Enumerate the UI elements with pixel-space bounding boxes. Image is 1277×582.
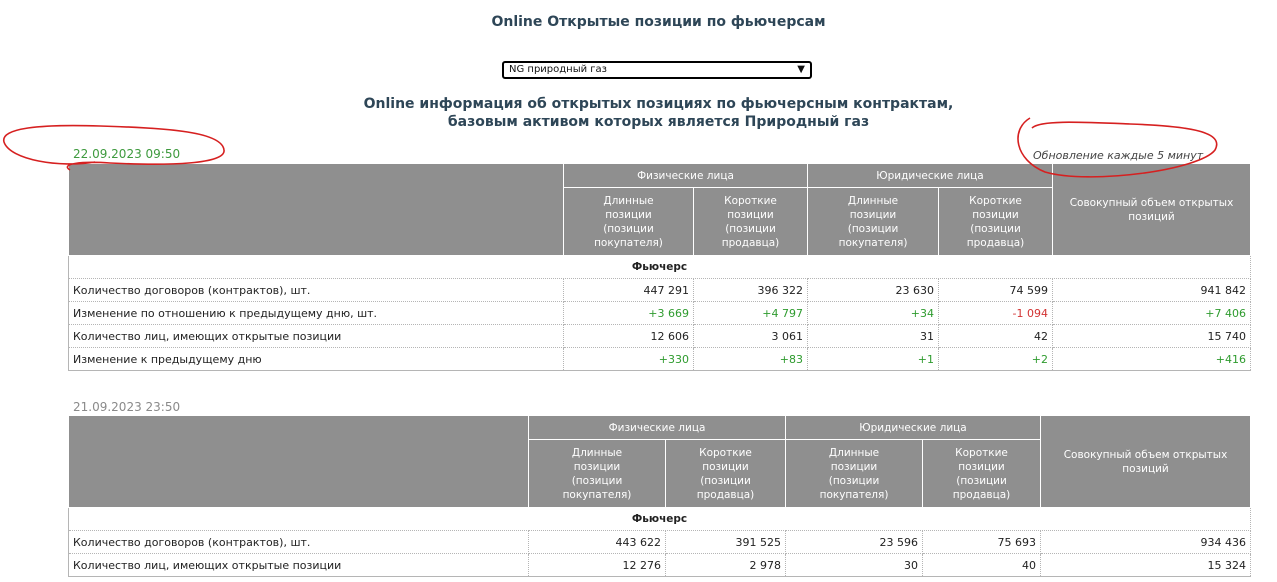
table-cell: +83	[694, 348, 808, 371]
table-cell: 30	[786, 554, 923, 577]
header-total: Совокупный объем открытых позиций	[1053, 164, 1251, 256]
row-label: Изменение по отношению к предыдущему дню, шт.	[69, 302, 564, 325]
table-cell: 23 630	[808, 279, 939, 302]
table-cell: 40	[923, 554, 1041, 577]
table-cell: +416	[1053, 348, 1251, 371]
table-cell: 15 740	[1053, 325, 1251, 348]
header-legal: Юридические лица	[786, 416, 1041, 440]
row-label: Количество договоров (контрактов), шт.	[69, 279, 564, 302]
chevron-down-icon: ▼	[797, 64, 805, 75]
table-row	[69, 302, 1251, 325]
update-note: Обновление каждые 5 минут	[1033, 149, 1204, 162]
table-cell: +2	[939, 348, 1053, 371]
asset-select[interactable]	[502, 61, 812, 79]
table-cell: 396 322	[694, 279, 808, 302]
table-cell: 42	[939, 325, 1053, 348]
table-cell: +3 669	[564, 302, 694, 325]
row-label: Количество лиц, имеющих открытые позиции	[69, 325, 564, 348]
table-row	[69, 279, 1251, 302]
row-label: Количество лиц, имеющих открытые позиции	[69, 554, 529, 577]
snapshot-date-previous: 21.09.2023 23:50	[73, 400, 181, 414]
table-cell: +7 406	[1053, 302, 1251, 325]
table-cell: 23 596	[786, 531, 923, 554]
section-futures: Фьючерс	[69, 508, 1251, 531]
header-individuals: Физические лица	[564, 164, 808, 188]
row-label: Изменение к предыдущему дню	[69, 348, 564, 371]
table-cell: +330	[564, 348, 694, 371]
table-cell: 12 606	[564, 325, 694, 348]
page-subtitle	[0, 95, 1277, 131]
table-cell: +1	[808, 348, 939, 371]
table-row	[69, 325, 1251, 348]
table-cell: 443 622	[529, 531, 666, 554]
header-short-legal: Короткие позиции (позиции продавца)	[923, 440, 1041, 508]
table-cell: 391 525	[666, 531, 786, 554]
asset-select-value: NG природный газ	[509, 64, 607, 75]
header-short-legal: Короткие позиции (позиции продавца)	[939, 188, 1053, 256]
header-individuals: Физические лица	[529, 416, 786, 440]
positions-table-previous	[68, 415, 1251, 577]
table-cell: 74 599	[939, 279, 1053, 302]
table-cell: +4 797	[694, 302, 808, 325]
subtitle-line-2: базовым активом которых является Природный газ	[447, 114, 870, 130]
page-title: Online Открытые позиции по фьючерсам	[491, 14, 826, 30]
table-cell: -1 094	[939, 302, 1053, 325]
header-long-individuals: Длинные позиции (позиции покупателя)	[564, 188, 694, 256]
header-short-individuals: Короткие позиции (позиции продавца)	[694, 188, 808, 256]
table-row	[69, 348, 1251, 371]
header-long-individuals: Длинные позиции (позиции покупателя)	[529, 440, 666, 508]
header-short-individuals: Короткие позиции (позиции продавца)	[666, 440, 786, 508]
subtitle-line-1: Online информация об открытых позициях по фьючерсным контрактам,	[363, 96, 954, 112]
table-row	[69, 554, 1251, 577]
table-cell: 3 061	[694, 325, 808, 348]
table-cell: 12 276	[529, 554, 666, 577]
table-cell: 75 693	[923, 531, 1041, 554]
header-total: Совокупный объем открытых позиций	[1041, 416, 1251, 508]
section-futures: Фьючерс	[69, 256, 1251, 279]
table-cell: +34	[808, 302, 939, 325]
header-legal: Юридические лица	[808, 164, 1053, 188]
header-blank	[69, 164, 564, 256]
snapshot-date-current: 22.09.2023 09:50	[73, 147, 181, 161]
header-blank	[69, 416, 529, 508]
table-cell: 447 291	[564, 279, 694, 302]
table-cell: 941 842	[1053, 279, 1251, 302]
table-cell: 934 436	[1041, 531, 1251, 554]
table-cell: 31	[808, 325, 939, 348]
table-row	[69, 531, 1251, 554]
table-cell: 2 978	[666, 554, 786, 577]
positions-table-current	[68, 163, 1251, 371]
header-long-legal: Длинные позиции (позиции покупателя)	[786, 440, 923, 508]
header-long-legal: Длинные позиции (позиции покупателя)	[808, 188, 939, 256]
row-label: Количество договоров (контрактов), шт.	[69, 531, 529, 554]
table-cell: 15 324	[1041, 554, 1251, 577]
